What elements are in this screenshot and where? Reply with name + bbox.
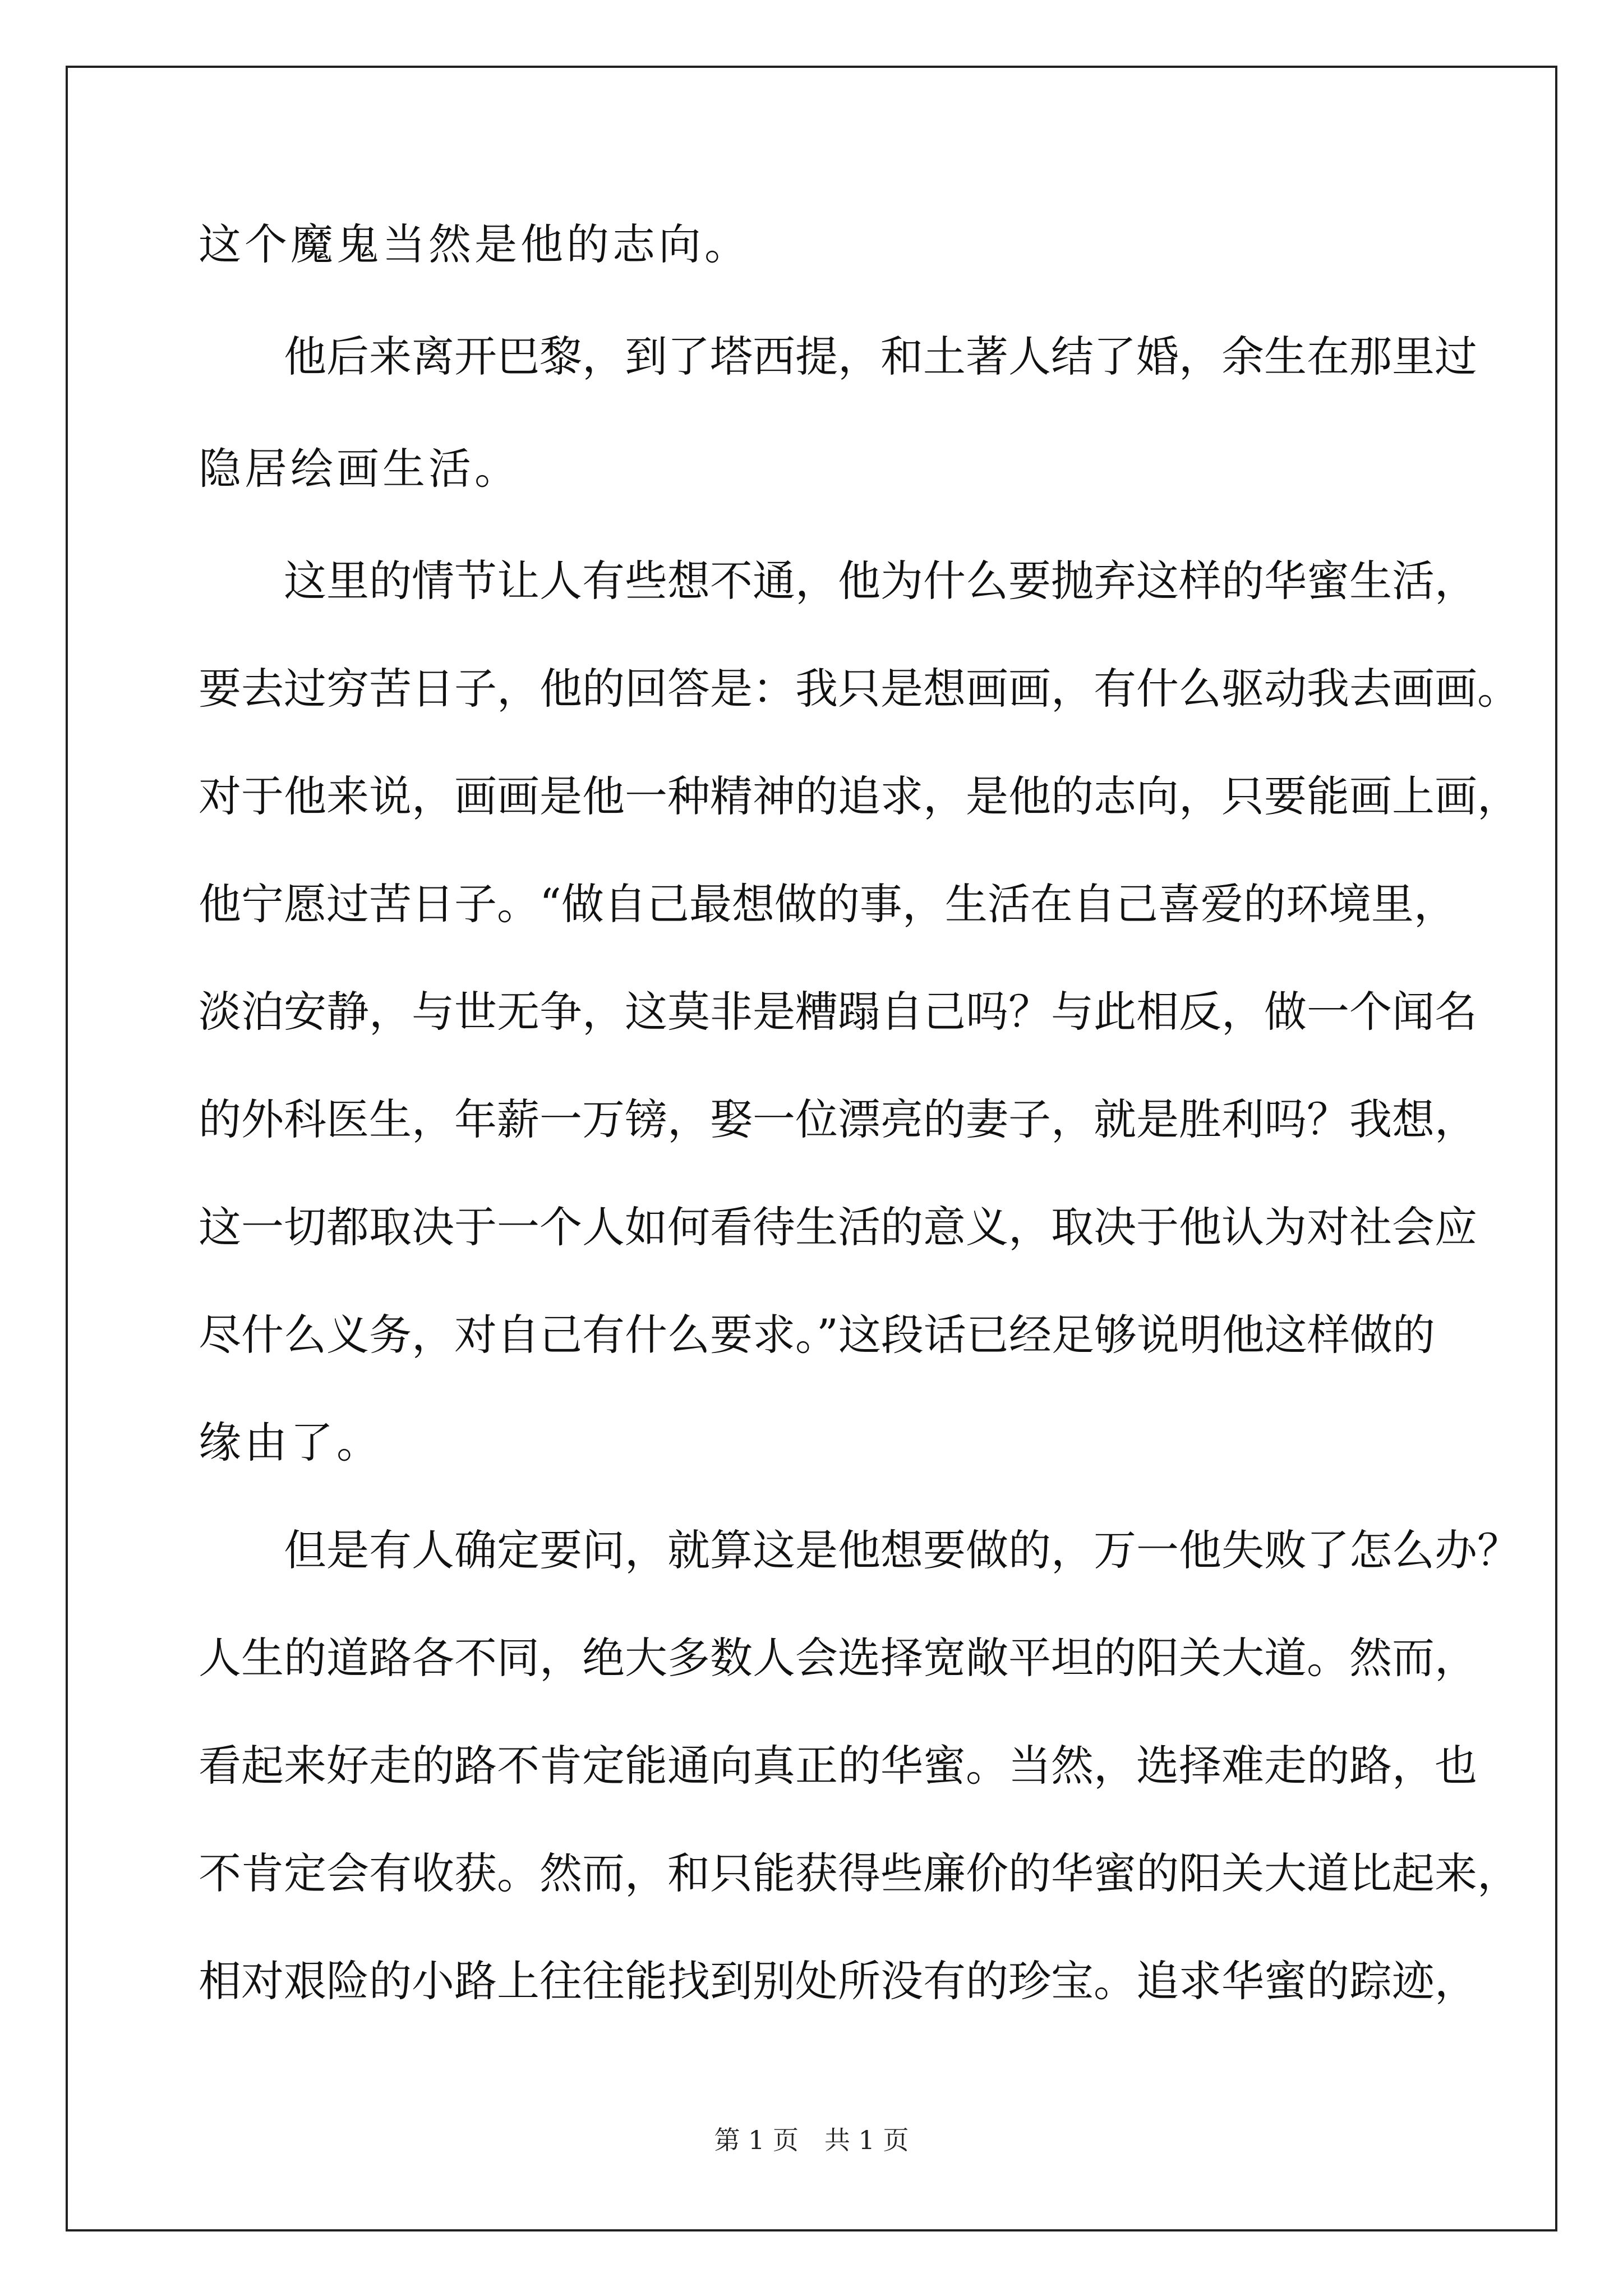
text-line-1: 这个魔鬼当然是他的志向。	[199, 219, 750, 269]
text-line-2: 他后来离开巴黎，到了塔西提，和土著人结了婚，余生在那里过	[199, 332, 1477, 381]
text-line-8: 淡泊安静，与世无争，这莫非是糟蹋自己吗？与此相反，做一个闻名	[199, 987, 1477, 1037]
text-line-17: 相对艰险的小路上往往能找到别处所没有的珍宝。追求华蜜的踪迹，	[199, 1956, 1477, 2006]
text-line-12: 缘由了。	[199, 1418, 382, 1467]
text-line-5: 要去过穷苦日子，他的回答是：我只是想画画，有什么驱动我去画画。	[199, 664, 1520, 714]
text-line-9: 的外科医生，年薪一万镑，娶一位漂亮的妻子，就是胜利吗？我想，	[199, 1094, 1477, 1144]
text-line-13: 但是有人确定要问，就算这是他想要做的，万一他失败了怎么办？	[199, 1525, 1520, 1575]
text-line-15: 看起来好走的路不肯定能通向真正的华蜜。当然，选择难走的路，也	[199, 1741, 1477, 1791]
page-number-footer: 第 1 页 共 1 页	[714, 2125, 909, 2155]
page-border	[66, 66, 1557, 2231]
text-line-4: 这里的情节让人有些想不通，他为什么要抛弃这样的华蜜生活，	[199, 556, 1477, 606]
text-line-6: 对于他来说，画画是他一种精神的追求，是他的志向，只要能画上画，	[199, 771, 1520, 821]
text-line-14: 人生的道路各不同，绝大多数人会选择宽敞平坦的阳关大道。然而，	[199, 1633, 1477, 1683]
text-line-11: 尽什么义务，对自己有什么要求。”这段话已经足够说明他这样做的	[199, 1310, 1435, 1360]
text-line-10: 这一切都取决于一个人如何看待生活的意义，取决于他认为对社会应	[199, 1202, 1477, 1252]
text-line-3: 隐居绘画生活。	[199, 444, 520, 494]
text-line-16: 不肯定会有收获。然而，和只能获得些廉价的华蜜的阳关大道比起来，	[199, 1848, 1520, 1898]
text-line-7: 他宁愿过苦日子。“做自己最想做的事，生活在自己喜爱的环境里，	[199, 879, 1456, 929]
